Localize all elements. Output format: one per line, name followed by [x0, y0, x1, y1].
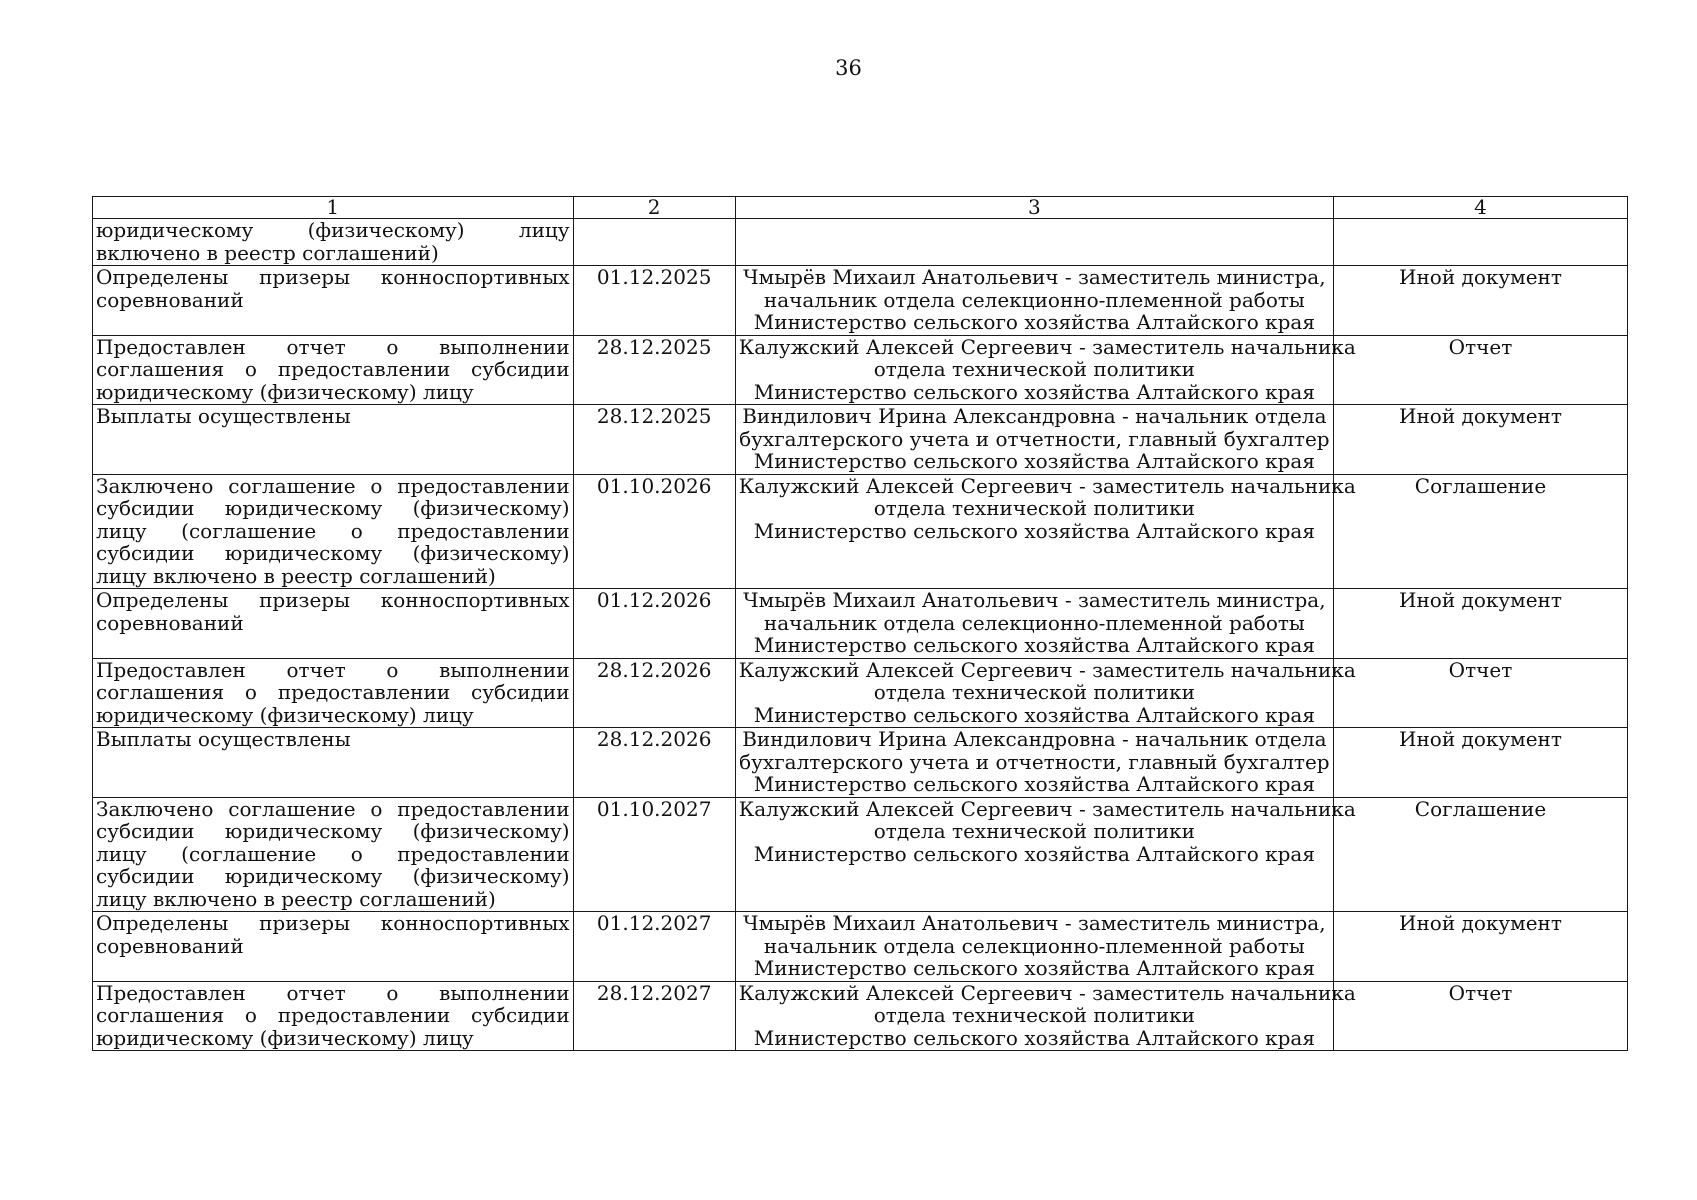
event-cell: Выплаты осуществлены — [93, 405, 574, 475]
document-type-cell: Иной документ — [1333, 405, 1627, 475]
responsible-line: Калужский Алексей Сергеевич - заместитель начальника — [738, 657, 1356, 682]
event-cell: юридическому (физическому) лицу включено в реестр соглашений) — [93, 219, 574, 266]
responsible-line: Министерство сельского хозяйства Алтайского края — [753, 956, 1315, 980]
date-cell: 01.12.2027 — [573, 912, 735, 982]
responsible-line: отдела технической политики — [873, 680, 1195, 704]
responsible-line: Калужский Алексей Сергеевич - заместитель начальника — [738, 334, 1356, 359]
responsible-line: бухгалтерского учета и отчетности, главный бухгалтер — [739, 749, 1330, 774]
table-header — [93, 197, 1628, 219]
responsible-line: Чмырёв Михаил Анатольевич - заместитель министра, — [743, 588, 1326, 612]
document-type-cell: Соглашение — [1333, 474, 1627, 589]
table-row — [93, 405, 1628, 475]
document-type-cell: Соглашение — [1333, 797, 1627, 912]
column-number-3: 3 — [735, 197, 1333, 219]
event-cell: Определены призеры конноспортивных соревнований — [93, 589, 574, 659]
control-points-table — [92, 196, 1628, 1051]
table-row — [93, 219, 1628, 266]
responsible-line: начальник отдела селекционно-племенной работы — [763, 933, 1305, 958]
table-row — [93, 728, 1628, 798]
column-number-2: 2 — [573, 197, 735, 219]
responsible-cell — [735, 796, 1356, 912]
responsible-line: Министерство сельского хозяйства Алтайского края — [753, 449, 1315, 473]
date-cell: 28.12.2027 — [573, 981, 735, 1051]
responsible-line: Министерство сельского хозяйства Алтайского края — [753, 772, 1315, 796]
responsible-cell — [735, 589, 1333, 659]
responsible-line: Министерство сельского хозяйства Алтайского края — [753, 841, 1315, 866]
responsible-line: Министерство сельского хозяйства Алтайского края — [753, 379, 1315, 404]
date-cell: 01.10.2026 — [573, 474, 735, 589]
event-cell: Выплаты осуществлены — [93, 728, 574, 798]
date-cell: 01.10.2027 — [573, 797, 735, 912]
document-type-cell: Иной документ — [1333, 912, 1627, 982]
responsible-cell — [735, 657, 1356, 728]
table-row — [93, 912, 1628, 982]
responsible-cell — [735, 405, 1333, 475]
table-row — [93, 797, 1628, 912]
date-cell: 01.12.2026 — [573, 589, 735, 659]
responsible-cell — [735, 728, 1333, 798]
event-cell: Заключено соглашение о предоставлении субсидии юридическому (физическому) лицу (соглашение о предоставлении субсидии юридическому (физическому) лицу включено в реестр соглашений) — [93, 797, 574, 912]
event-cell: Заключено соглашение о предоставлении субсидии юридическому (физическому) лицу (соглашение о предоставлении субсидии юридическому (физическому) лицу включено в реестр соглашений) — [93, 474, 574, 589]
responsible-cell — [735, 473, 1356, 589]
event-cell: Предоставлен отчет о выполнении соглашения о предоставлении субсидии юридическому (физическому) лицу — [93, 981, 574, 1051]
column-number-1: 1 — [93, 197, 574, 219]
date-cell: 28.12.2026 — [573, 658, 735, 728]
table-row — [93, 658, 1628, 728]
responsible-line: Чмырёв Михаил Анатольевич - заместитель министра, — [743, 265, 1326, 289]
table-row — [93, 266, 1628, 336]
responsible-line: Виндилович Ирина Александровна - начальник отдела — [742, 404, 1327, 428]
responsible-line: бухгалтерского учета и отчетности, главный бухгалтер — [739, 426, 1330, 451]
responsible-line: отдела технической политики — [873, 1003, 1195, 1027]
responsible-line: Министерство сельского хозяйства Алтайского края — [753, 310, 1315, 334]
document-type-cell: Иной документ — [1333, 266, 1627, 336]
event-cell: Предоставлен отчет о выполнении соглашения о предоставлении субсидии юридическому (физическому) лицу — [93, 658, 574, 728]
date-cell — [573, 219, 735, 266]
responsible-line: отдела технической политики — [873, 819, 1195, 843]
responsible-line: начальник отдела селекционно-племенной работы — [763, 287, 1305, 312]
date-cell: 01.12.2025 — [573, 266, 735, 336]
responsible-line: начальник отдела селекционно-племенной работы — [763, 610, 1305, 635]
responsible-line: Калужский Алексей Сергеевич - заместитель начальника — [738, 980, 1356, 1005]
document-type-cell: Отчет — [1333, 981, 1627, 1051]
date-cell: 28.12.2026 — [573, 728, 735, 798]
table-row — [93, 335, 1628, 405]
event-cell: Предоставлен отчет о выполнении соглашения о предоставлении субсидии юридическому (физическому) лицу — [93, 335, 574, 405]
responsible-line: Министерство сельского хозяйства Алтайского края — [753, 1025, 1315, 1050]
responsible-cell — [735, 912, 1333, 982]
event-cell: Определены призеры конноспортивных соревнований — [93, 266, 574, 336]
responsible-cell — [735, 334, 1356, 405]
responsible-line: отдела технической политики — [873, 496, 1195, 520]
responsible-cell — [735, 219, 1333, 266]
table-row — [93, 474, 1628, 589]
table-header-row — [93, 197, 1628, 219]
table-row — [93, 981, 1628, 1051]
responsible-line: отдела технической политики — [873, 357, 1195, 381]
responsible-line: Министерство сельского хозяйства Алтайского края — [753, 518, 1315, 543]
document-type-cell: Отчет — [1333, 658, 1627, 728]
column-number-4: 4 — [1333, 197, 1627, 219]
responsible-line: Министерство сельского хозяйства Алтайского края — [753, 702, 1315, 727]
responsible-line: Калужский Алексей Сергеевич - заместитель начальника — [738, 796, 1356, 821]
responsible-line: Министерство сельского хозяйства Алтайского края — [753, 633, 1315, 657]
responsible-cell — [735, 266, 1333, 336]
table-body — [93, 219, 1628, 1051]
document-type-cell: Отчет — [1333, 335, 1627, 405]
page-number: 36 — [835, 56, 862, 80]
responsible-line: Калужский Алексей Сергеевич - заместитель начальника — [738, 473, 1356, 498]
document-type-cell — [1333, 219, 1627, 266]
table-row — [93, 589, 1628, 659]
document-type-cell: Иной документ — [1333, 589, 1627, 659]
responsible-line: Чмырёв Михаил Анатольевич - заместитель министра, — [743, 911, 1326, 935]
date-cell: 28.12.2025 — [573, 405, 735, 475]
event-cell: Определены призеры конноспортивных соревнований — [93, 912, 574, 982]
responsible-line: Виндилович Ирина Александровна - начальник отдела — [742, 727, 1327, 751]
document-type-cell: Иной документ — [1333, 728, 1627, 798]
date-cell: 28.12.2025 — [573, 335, 735, 405]
responsible-cell — [735, 980, 1356, 1051]
